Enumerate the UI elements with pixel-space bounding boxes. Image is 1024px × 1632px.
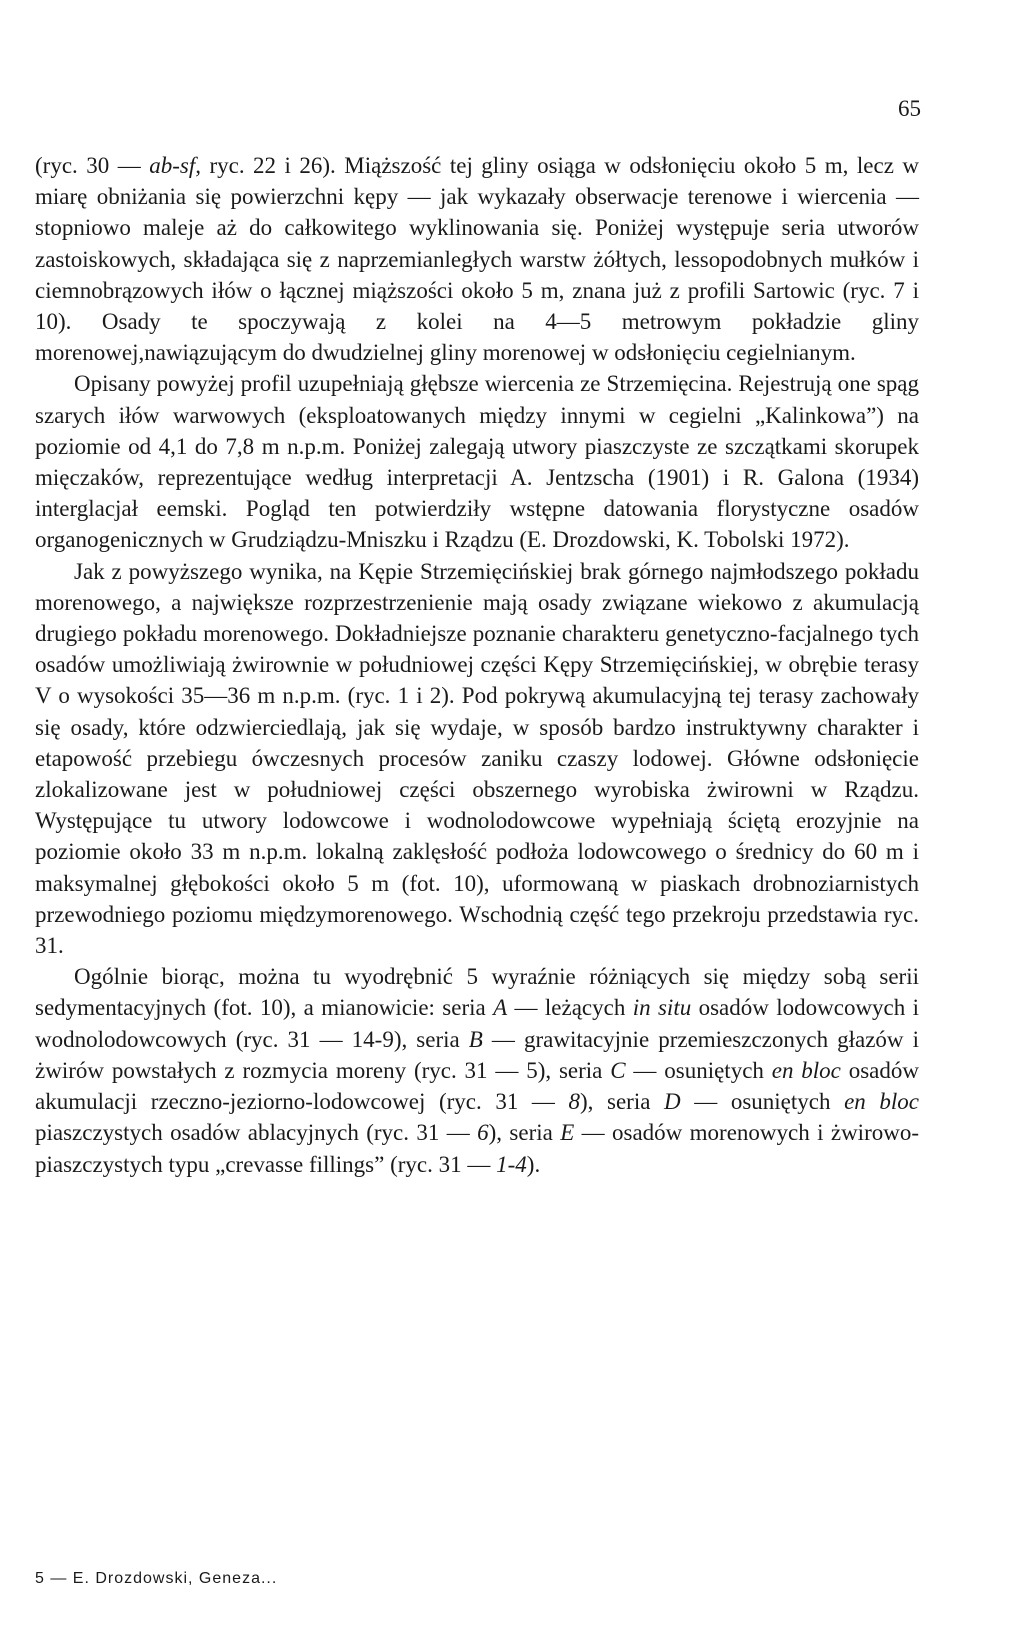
text-segment: ). (526, 1151, 541, 1177)
italic-text: 1-4 (496, 1151, 527, 1177)
italic-text: 8 (568, 1089, 581, 1115)
text-segment: osadów lodowcowych i wodnolodowcowych (ryc. 31 — 14-9), seria (35, 995, 920, 1052)
footer-signature: 5 — E. Drozdowski, Geneza... (35, 1570, 278, 1587)
text-segment: ryc. 22 i 26). Miąższość tej gliny osiąga w odsłonięciu około 5 m, lecz w miarę obniżania się powierzchni kępy — jak wykazały obserwacje terenowe i wiercenia — stopniowo maleje aż do całkowitego wyklinowania się. Poniżej występuje seria utworów zastoiskowych, składająca się z naprzemianległych warstw żółtych, lessopodobnych mułków i ciemnobrązowych iłów o łącznej miąższości około 5 m, znana już z profili Sartowic (ryc. 7 i 10). Osady te spoczywają z kolei na 4—5 metrowym pokładzie gliny morenowej,nawiązującym do dwudzielnej gliny morenowej w odsłonięciu cegielnianym. (35, 153, 919, 366)
text-segment: Opisany powyżej profil uzupełniają głębsze wiercenia ze Strzemięcina. Rejestrują one spąg szarych iłów warwowych (eksploatowanych między innymi w cegielni „Kalinkowa”) na poziomie od 4,1 do 7,8 m n.p.m. Poniżej zalegają utwory piaszczyste ze szczątkami skorupek mięczaków, reprezentujące według interpretacji A. Jentzscha (1901) i R. Galona (1934) interglacjał eemski. Pogląd ten potwierdziły wstępne datowania florystyczne osadów organogenicznych w Grudziądzu-Mniszku i Rządzu (E. Drozdowski, K. Tobolski 1972). (35, 371, 919, 553)
italic-text: D (664, 1089, 681, 1115)
italic-text: in situ (632, 995, 692, 1021)
text-segment: ), seria (488, 1120, 561, 1146)
italic-text: E (560, 1120, 575, 1146)
text-segment: (ryc. 30 — (35, 153, 150, 178)
text-segment: — grawitacyjnie przemieszczonych głazów i żwirów powstałych z rozmycia moreny (ryc. 31 — 5), seria (35, 1026, 919, 1083)
paragraph (35, 961, 919, 1179)
paragraph (35, 556, 919, 962)
text-segment: Ogólnie biorąc, można tu wyodrębnić 5 wyraźnie różniących się między sobą serii sedymentacyjnych (fot. 10), a mianowicie: seria (35, 964, 919, 1021)
italic-text: C (610, 1057, 626, 1083)
italic-text: A (493, 995, 508, 1021)
italic-text: ab-sf, (149, 153, 201, 178)
text-segment: ), seria (580, 1089, 665, 1115)
text-segment: osadów akumulacji rzeczno-jeziorno-lodowcowej (ryc. 31 — (35, 1057, 919, 1115)
paragraph (35, 150, 919, 368)
italic-text: en bloc (771, 1057, 841, 1083)
text-segment: — leżących (507, 995, 633, 1021)
text-segment: — osuniętych (625, 1057, 772, 1083)
text-segment: — osadów morenowych i żwirowo-piaszczystych typu „crevasse fillings” (ryc. 31 — (35, 1120, 920, 1177)
text-segment: piaszczystych osadów ablacyjnych (ryc. 31 — (35, 1120, 478, 1146)
italic-text: en bloc (844, 1089, 919, 1115)
page-number: 65 (898, 96, 921, 121)
text-segment: Jak z powyższego wynika, na Kępie Strzemięcińskiej brak górnego najmłodszego pokładu morenowego, a największe rozprzestrzenienie mają osady związane wiekowo z akumulacją drugiego pokładu morenowego. Dokładniejsze poznanie charakteru genetyczno-facjalnego tych osadów umożliwiają żwirownie w południowej części Kępy Strzemięcińskiej, w obrębie terasy V o wysokości 35—36 m n.p.m. (ryc. 1 i 2). Pod pokrywą akumulacyjną tej terasy zachowały się osady, które odzwierciedlają, jak się wydaje, w sposób bardzo instruktywny charakter i etapowość przebiegu ówczesnych procesów zaniku czaszy lodowej. Główne odsłonięcie zlokalizowane jest w południowej części obszernego wyrobiska żwirowni w Rządzu. Występujące tu utwory lodowcowe i wodnolodowcowe wypełniają ściętą erozyjnie na poziomie około 33 m n.p.m. lokalną zaklęsłość podłoża lodowcowego o średnicy do 60 m i maksymalnej głębokości około 5 m (fot. 10), uformowaną w piaskach drobnoziarnistych przewodniego poziomu międzymorenowego. Wschodnią część tego przekroju przedstawia ryc. 31. (35, 558, 919, 959)
text-segment: — osuniętych (680, 1089, 845, 1115)
body-text (35, 150, 919, 1180)
paragraph (35, 368, 919, 555)
italic-text: 6 (477, 1120, 489, 1146)
italic-text: B (468, 1026, 483, 1052)
